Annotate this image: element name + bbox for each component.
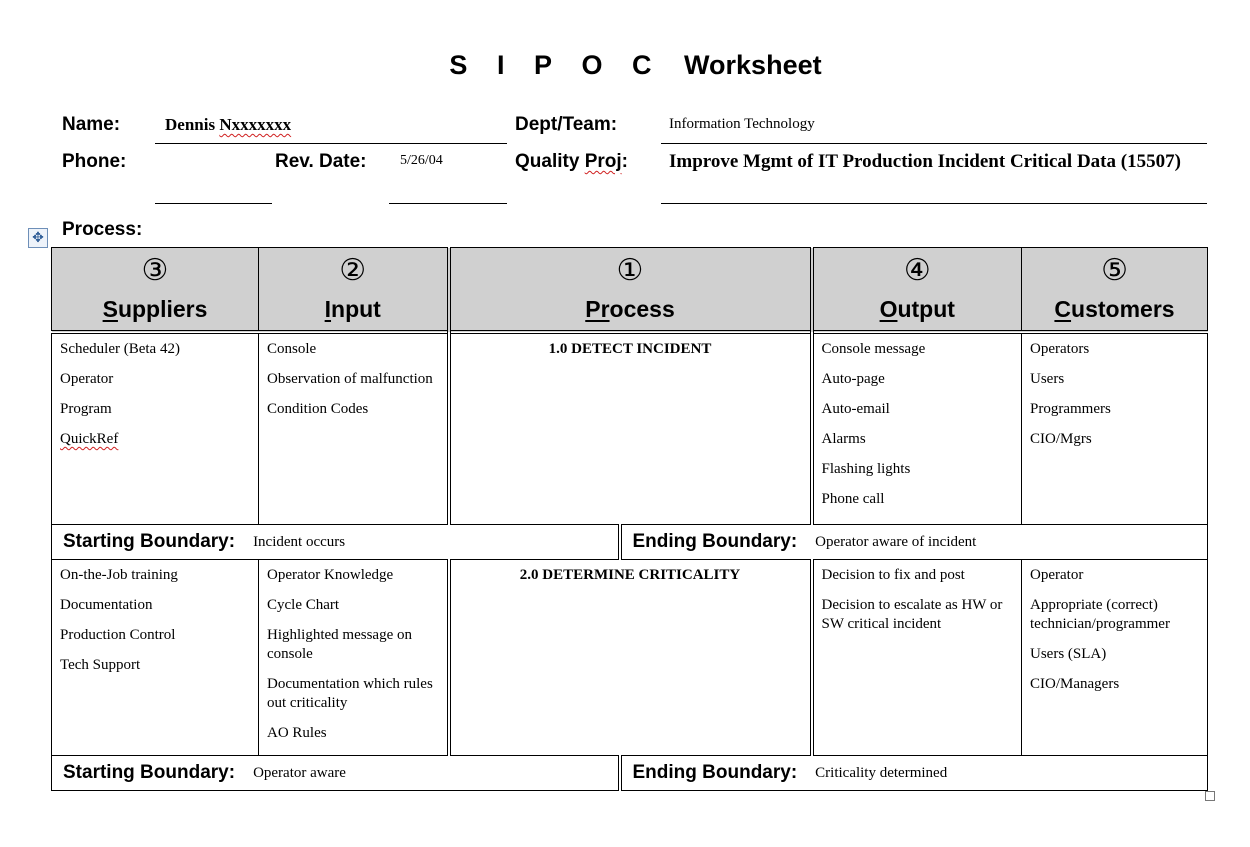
list-item: Operator [60,371,114,387]
quality-label-part: Proj [584,151,622,172]
name-underline [155,143,507,144]
title-letter: O [581,50,603,80]
row2-ending-boundary[interactable] [620,756,1208,791]
list-item: Program [60,401,112,417]
title-letter: S [449,50,468,80]
name-last: Nxxxxxxx [219,115,292,134]
starting-boundary-value: Incident occurs [253,533,346,550]
dept-underline [661,143,1207,144]
list-item: On-the-Job training [60,567,178,583]
starting-boundary-label: Starting Boundary: [63,531,236,552]
header-input: ② Input [259,248,449,333]
row2-outputs-cell[interactable] [812,560,1022,756]
list-item: Users (SLA) [1030,646,1107,662]
list-item: CIO/Managers [1030,676,1120,692]
list-item: Condition Codes [267,401,369,417]
customers-number-icon: ⑤ [1101,253,1128,288]
dept-label: Dept/Team: [515,114,618,135]
phone-label: Phone: [62,151,127,172]
list-item: Programmers [1030,401,1111,417]
ending-boundary-value: Operator aware of incident [815,533,977,550]
list-item: Auto-email [821,401,890,417]
title-word: Worksheet [684,50,822,80]
list-item: Decision to escalate as HW or SW critical incident [821,597,1003,632]
dept-value[interactable]: Information Technology [669,116,815,132]
quality-underline [661,203,1207,204]
rev-date-label: Rev. Date: [275,151,367,172]
suppliers-number-icon: ③ [141,253,169,288]
row2-starting-boundary[interactable] [52,756,620,791]
input-number-icon: ② [339,253,367,288]
output-number-icon: ④ [903,253,931,288]
header-output: ④ Output [812,248,1022,333]
list-item: Observation of malfunction [267,371,433,387]
sipoc-table [51,247,1208,791]
list-item: Appropriate (correct) technician/programmer [1030,597,1170,632]
list-item: CIO/Mgrs [1030,431,1092,447]
title-letter: P [533,50,552,80]
list-item: Documentation [60,597,153,613]
list-item: Auto-page [821,371,885,387]
row1-outputs-cell[interactable] [812,332,1022,525]
row1-customers-cell[interactable] [1022,332,1208,525]
list-item: Highlighted message on console [267,627,412,662]
row2-customers-cell[interactable] [1022,560,1208,756]
table-move-icon[interactable]: ✥ [28,228,48,248]
process-step-title: 2.0 DETERMINE CRITICALITY [519,567,741,583]
list-item: Users [1030,371,1065,387]
list-item: Production Control [60,627,176,643]
phone-underline [155,203,272,204]
list-item: Scheduler (Beta 42) [60,341,180,357]
header-customers: ⑤ Customers [1022,248,1208,333]
list-item: AO Rules [267,725,327,741]
ending-boundary-label: Ending Boundary: [632,531,798,552]
list-item: Operators [1030,341,1090,357]
list-item: Decision to fix and post [821,567,965,583]
name-first: Dennis [165,115,216,134]
list-item: Flashing lights [821,461,911,477]
row2-suppliers-cell[interactable] [52,560,259,756]
list-item: Cycle Chart [267,597,340,613]
title-letter: C [632,50,652,80]
table-resize-handle[interactable] [1205,791,1215,801]
quality-proj-label [515,151,628,173]
rev-date-underline [389,203,507,204]
list-item: Console [267,341,317,357]
list-item: Console message [821,341,926,357]
quality-label-part: : [621,151,628,172]
row1-suppliers-cell[interactable] [52,332,259,525]
title-letter: I [496,50,505,80]
row2-process-cell[interactable] [449,560,812,756]
rev-date-value[interactable]: 5/26/04 [400,153,443,168]
header-suppliers: ③ Suppliers [52,248,259,333]
list-item: Operator Knowledge [267,567,394,583]
starting-boundary-value: Operator aware [253,764,346,781]
process-label: Process: [62,219,143,240]
quality-proj-value[interactable]: Improve Mgmt of IT Production Incident Critical Data (15507) [669,151,1181,172]
row1-starting-boundary[interactable] [52,525,620,560]
row1-ending-boundary[interactable] [620,525,1208,560]
row1-inputs-cell[interactable] [259,332,449,525]
list-item: Phone call [821,491,885,507]
process-step-title: 1.0 DETECT INCIDENT [548,341,712,357]
row2-inputs-cell[interactable] [259,560,449,756]
worksheet-title [0,50,1250,81]
ending-boundary-value: Criticality determined [815,764,948,781]
list-item: Alarms [821,431,866,447]
header-process: ① Process [449,248,812,333]
list-item: Documentation which rules out criticality [267,676,433,711]
row1-process-cell[interactable] [449,332,812,525]
name-value[interactable] [165,115,291,135]
quality-label-part: Quality [515,151,580,172]
name-label: Name: [62,114,121,135]
starting-boundary-label: Starting Boundary: [63,762,236,783]
ending-boundary-label: Ending Boundary: [632,762,798,783]
list-item: QuickRef [60,431,119,447]
list-item: Operator [1030,567,1084,583]
process-number-icon: ① [616,253,644,288]
list-item: Tech Support [60,657,141,673]
